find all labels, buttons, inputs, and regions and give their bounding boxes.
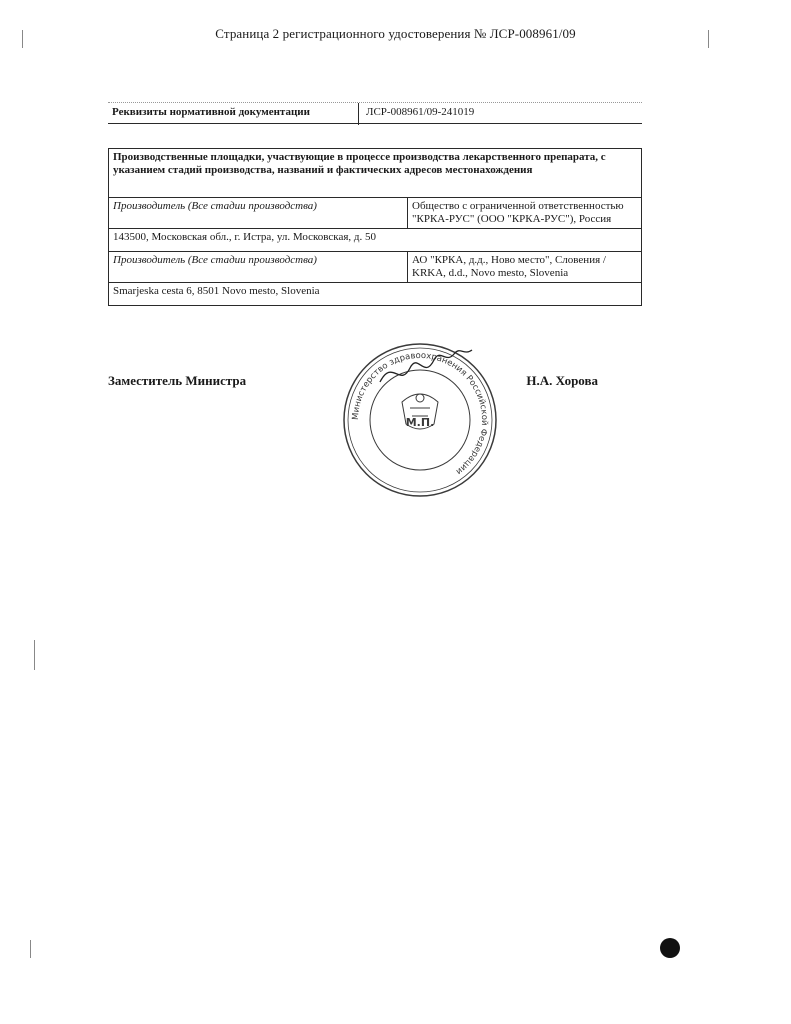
official-stamp — [340, 340, 500, 500]
manufacturer-role: Производитель (Все стадии производства) — [109, 252, 408, 283]
scan-dot-mark — [660, 938, 680, 958]
production-sites-table — [108, 148, 642, 306]
requisites-divider — [358, 103, 359, 125]
manufacturer-address: 143500, Московская обл., г. Истра, ул. Московская, д. 50 — [109, 229, 642, 252]
stamp-ring-text: Министерство здравоохранения Российской Федерации — [350, 350, 490, 477]
signatory-position: Заместитель Министра — [108, 373, 247, 388]
scan-edge-mark — [30, 940, 31, 958]
requisites-value: ЛСР-008961/09-241019 — [366, 106, 475, 118]
manufacturer-role: Производитель (Все стадии производства) — [109, 198, 408, 229]
manufacturer-name: Общество с ограниченной ответственностью "КРКА-РУС" (ООО "КРКА-РУС"), Россия — [408, 198, 642, 229]
manufacturer-name: АО "КРКА, д.д., Ново место", Словения / KRKA, d.d., Novo mesto, Slovenia — [408, 252, 642, 283]
requisites-row — [108, 102, 642, 124]
scan-edge-mark — [708, 30, 709, 48]
table-row — [109, 252, 642, 283]
scan-edge-mark — [22, 30, 23, 48]
requisites-label: Реквизиты нормативной документации — [112, 106, 310, 118]
stamp-graphic — [340, 340, 500, 500]
page-header: Страница 2 регистрационного удостоверения № ЛСР-008961/09 — [215, 26, 576, 41]
manufacturer-address: Smarjeska cesta 6, 8501 Novo mesto, Slovenia — [109, 283, 642, 306]
table-row — [109, 283, 642, 306]
signature-row — [108, 373, 598, 393]
scan-edge-mark — [34, 640, 35, 670]
table-row — [109, 229, 642, 252]
table-row — [109, 198, 642, 229]
table-row — [109, 149, 642, 198]
signatory-name: Н.А. Хорова — [526, 373, 598, 388]
stamp-center-text: М.П. — [405, 416, 435, 429]
sites-title: Производственные площадки, участвующие в процессе производства лекарственного препарата, с указанием стадий производства, названий и фактических адресов местонахождения — [109, 149, 642, 198]
